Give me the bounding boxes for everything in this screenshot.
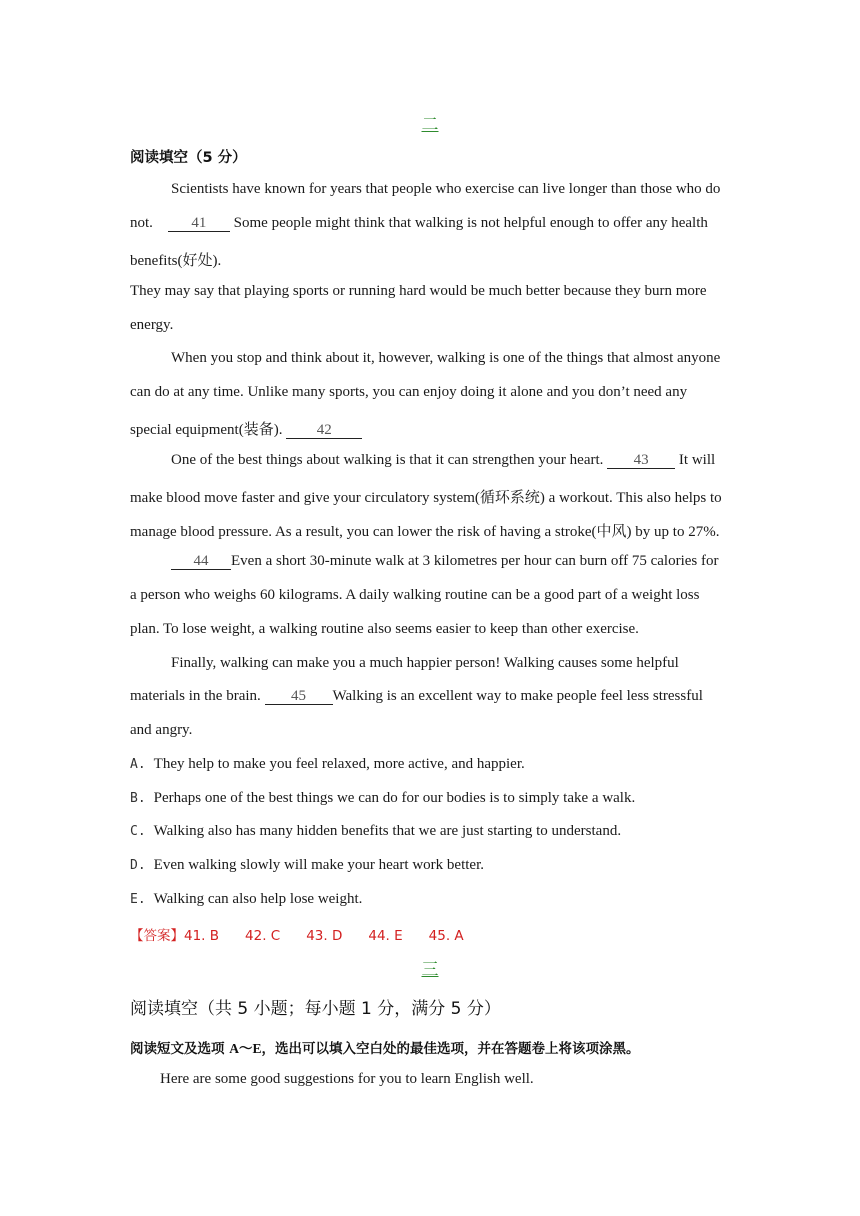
- option-letter: C.: [130, 824, 146, 839]
- answer-item: 41. B: [184, 928, 220, 944]
- passage-line: They may say that playing sports or running hard would be much better because they burn more: [130, 283, 707, 299]
- passage-line: manage blood pressure. As a result, you can lower the risk of having a stroke(中风) by up to 27%.: [130, 524, 720, 540]
- passage-line: energy.: [130, 317, 174, 333]
- passage-line: not. 41 Some people might think that walking is not helpful enough to offer any health: [130, 215, 708, 231]
- section-heading: 阅读填空（共 5 小题；每小题 1 分，满分 5 分）: [130, 999, 501, 1019]
- blank-42[interactable]: 42: [286, 422, 362, 439]
- option-c: C. Walking also has many hidden benefits that we are just starting to understand.: [130, 823, 622, 839]
- section-number-2: 二: [421, 115, 439, 135]
- intro-line: Here are some good suggestions for you to learn English well.: [160, 1071, 534, 1087]
- option-letter: D.: [130, 858, 146, 873]
- passage-line: Finally, walking can make you a much happier person! Walking causes some helpful: [171, 655, 679, 671]
- answer-key: [130, 924, 490, 944]
- section-number-3: 三: [421, 960, 439, 980]
- option-letter: A.: [130, 757, 146, 772]
- blank-45[interactable]: 45: [265, 688, 333, 705]
- blank-44[interactable]: 44: [171, 553, 231, 570]
- option-letter: B.: [130, 791, 146, 806]
- passage-line: a person who weighs 60 kilograms. A daily walking routine can be a good part of a weight loss: [130, 587, 700, 603]
- answer-item: 44. E: [368, 928, 403, 944]
- passage-line: make blood move faster and give your circulatory system(循环系统) a workout. This also helps to: [130, 490, 722, 506]
- option-a: A. They help to make you feel relaxed, more active, and happier.: [130, 756, 525, 772]
- answer-item: 45. A: [428, 928, 464, 944]
- blank-41[interactable]: 41: [168, 215, 230, 232]
- option-b: B. Perhaps one of the best things we can do for our bodies is to simply take a walk.: [130, 790, 636, 806]
- passage-line: benefits(好处).: [130, 253, 222, 269]
- option-e: E. Walking can also help lose weight.: [130, 891, 363, 907]
- passage-line: 44 Even a short 30-minute walk at 3 kilometres per hour can burn off 75 calories for: [171, 553, 719, 570]
- passage-line: When you stop and think about it, however, walking is one of the things that almost anyone: [171, 350, 721, 366]
- passage-line: can do at any time. Unlike many sports, you can enjoy doing it alone and you don’t need any: [130, 384, 688, 400]
- answer-item: 43. D: [306, 928, 343, 944]
- passage-line: One of the best things about walking is that it can strengthen your heart. 43 It will: [171, 452, 716, 468]
- instruction-text: 阅读短文及选项 A～E，选出可以填入空白处的最佳选项，并在答题卷上将该项涂黑。: [130, 1041, 640, 1057]
- passage-line: and angry.: [130, 722, 193, 738]
- option-d: D. Even walking slowly will make your heart work better.: [130, 857, 484, 873]
- passage-line: materials in the brain. 45 Walking is an excellent way to make people feel less stressful: [130, 688, 703, 704]
- option-letter: E.: [130, 892, 146, 907]
- passage-line: plan. To lose weight, a walking routine also seems easier to keep than other exercise.: [130, 621, 639, 637]
- passage-line: Scientists have known for years that people who exercise can live longer than those who do: [171, 181, 721, 197]
- blank-43[interactable]: 43: [607, 452, 675, 469]
- answer-label: 【答案】: [130, 928, 184, 944]
- passage-line: special equipment(装备). 42: [130, 418, 362, 439]
- section-heading: 阅读填空（5 分）: [130, 150, 247, 166]
- answer-item: 42. C: [245, 928, 281, 944]
